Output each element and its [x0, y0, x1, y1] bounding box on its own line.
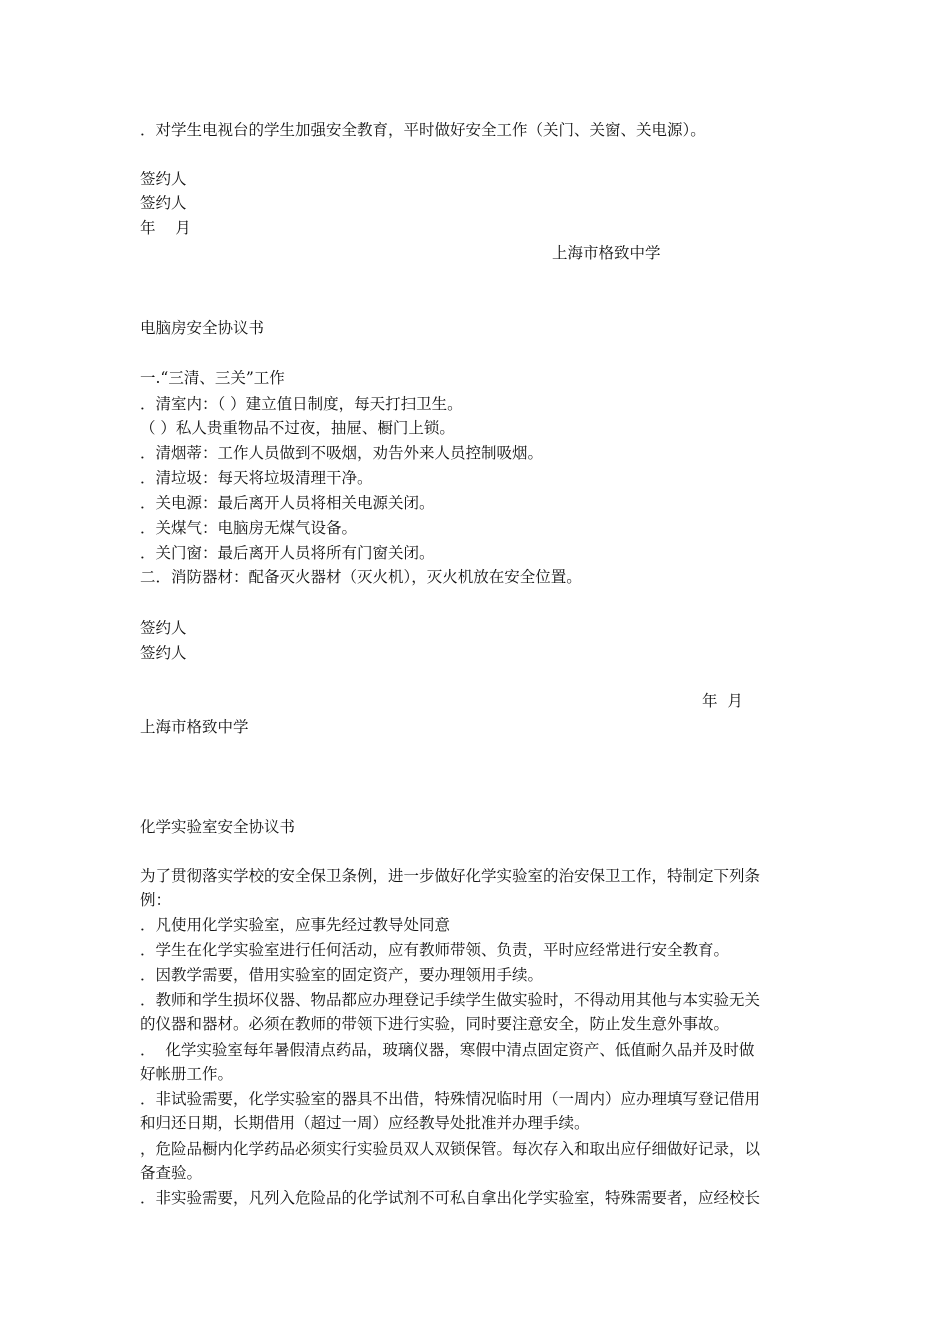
date-line: 年 月 — [140, 219, 191, 237]
intro-paragraph: 为了贯彻落实学校的安全保卫条例，进一步做好化学实验室的治安保卫工作，特制定下列条 — [140, 867, 761, 885]
list-item: ．清烟蒂：工作人员做到不吸烟，劝告外来人员控制吸烟。 — [140, 444, 544, 462]
signer-line-2: 签约人 — [140, 644, 187, 662]
list-item: （ ）私人贵重物品不过夜，抽屉、橱门上锁。 — [140, 419, 455, 437]
rule-line: ．学生在化学实验室进行任何活动，应有教师带领、负责，平时应经常进行安全教育。 — [140, 941, 730, 959]
school-name: 上海市格致中学 — [140, 718, 249, 736]
rule-line: ． 化学实验室每年暑假清点药品，玻璃仪器，寒假中清点固定资产、低值耐久品并及时做 — [140, 1041, 755, 1059]
rule-line: ．因教学需要，借用实验室的固定资产，要办理领用手续。 — [140, 966, 544, 984]
heading-three-clean: 一.“三清、三关”工作 — [140, 369, 285, 387]
intro-paragraph: 例： — [140, 891, 172, 909]
signer-line-2: 签约人 — [140, 194, 187, 212]
signer-line-1: 签约人 — [140, 170, 187, 188]
rule-line: ，危险品橱内化学药品必须实行实验员双人双锁保管。每次存入和取出应仔细做好记录，以 — [140, 1140, 761, 1158]
doc-title-chem-lab: 化学实验室安全协议书 — [140, 818, 296, 836]
list-item: ．关门窗：最后离开人员将所有门窗关闭。 — [140, 544, 435, 562]
rule-line: 备查验。 — [140, 1164, 203, 1182]
intro-item: ．对学生电视台的学生加强安全教育，平时做好安全工作（关门、关窗、关电源）。 — [140, 121, 706, 139]
rule-line: ．非试验需要，化学实验室的器具不出借，特殊情况临时用（一周内）应办理填写登记借用 — [140, 1090, 761, 1108]
date-line: 年 月 — [702, 692, 743, 710]
heading-fire-equipment: 二．消防器材：配备灭火器材（灭火机），灭火机放在安全位置。 — [140, 568, 582, 586]
list-item: ．清室内：（ ）建立值日制度，每天打扫卫生。 — [140, 395, 463, 413]
rule-line: ．非实验需要，凡列入危险品的化学试剂不可私自拿出化学实验室，特殊需要者，应经校长 — [140, 1189, 761, 1207]
list-item: ．清垃圾：每天将垃圾清理干净。 — [140, 469, 373, 487]
rule-line: 的仪器和器材。必须在教师的带领下进行实验，同时要注意安全，防止发生意外事故。 — [140, 1015, 730, 1033]
rule-line: 好帐册工作。 — [140, 1065, 234, 1083]
list-item: ．关煤气：电脑房无煤气设备。 — [140, 519, 358, 537]
school-name: 上海市格致中学 — [552, 244, 661, 262]
rule-line: 和归还日期，长期借用（超过一周）应经教导处批准并办理手续。 — [140, 1114, 590, 1132]
signer-line-1: 签约人 — [140, 619, 187, 637]
list-item: ．关电源：最后离开人员将相关电源关闭。 — [140, 494, 435, 512]
doc-title-computer-room: 电脑房安全协议书 — [140, 319, 265, 337]
rule-line: ．凡使用化学实验室，应事先经过教导处同意 — [140, 916, 451, 934]
rule-line: ．教师和学生损坏仪器、物品都应办理登记手续学生做实验时，不得动用其他与本实验无关 — [140, 991, 761, 1009]
